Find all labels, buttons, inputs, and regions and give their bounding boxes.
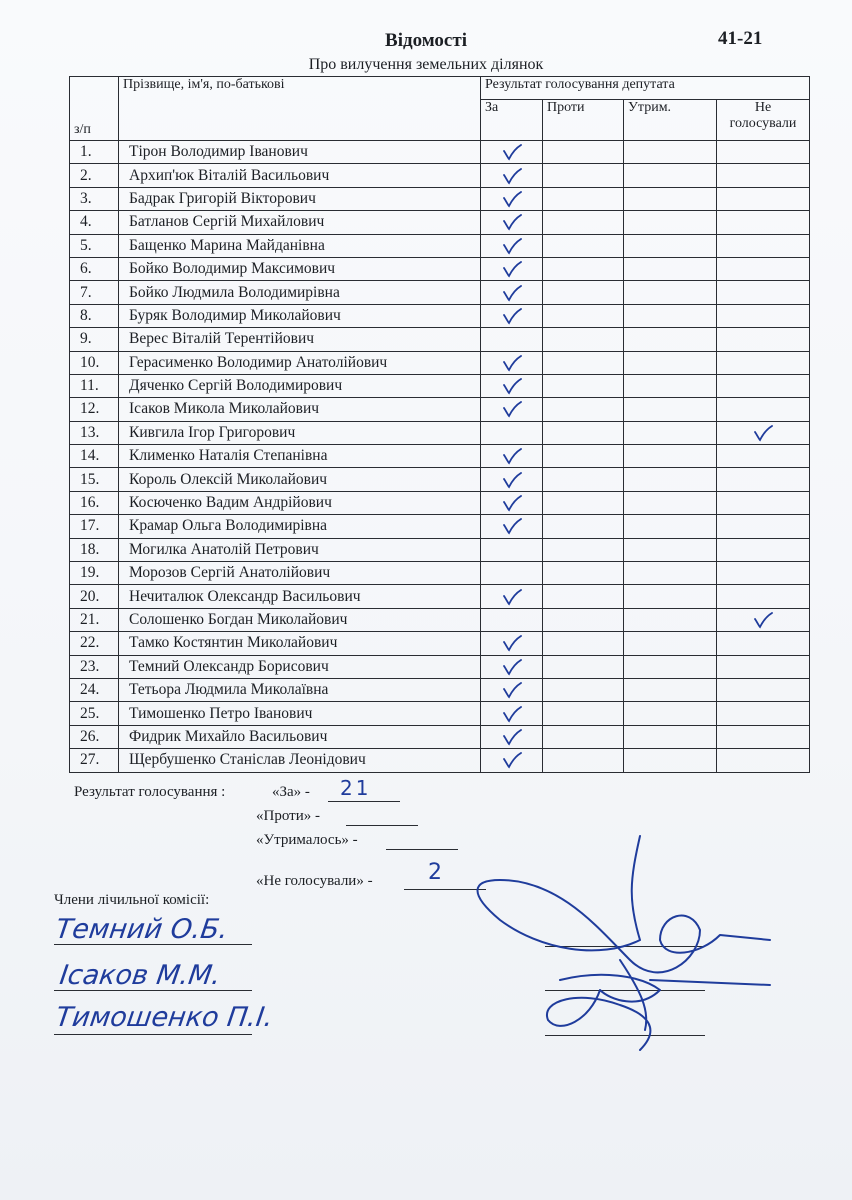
row-name: Архип'юк Віталій Васильович: [119, 164, 481, 187]
summary-abstain-label: «Утрималось» -: [256, 832, 358, 848]
row-name: Морозов Сергій Анатолійович: [119, 562, 481, 585]
signature-1: [478, 836, 771, 972]
row-number: 20.: [70, 585, 119, 608]
row-number: 18.: [70, 538, 119, 561]
row-name: Тірон Володимир Іванович: [119, 141, 481, 164]
document-subtitle: Про вилучення земельних ділянок: [308, 56, 544, 73]
row-number: 11.: [70, 374, 119, 397]
header-for: За: [481, 100, 543, 141]
row-number: 16.: [70, 491, 119, 514]
row-number: 27.: [70, 749, 119, 772]
row-number: 13.: [70, 421, 119, 444]
commission-member-3: Тимошенко П.І.: [53, 1002, 275, 1033]
row-name: Фидрик Михайло Васильович: [119, 725, 481, 748]
header-against: Проти: [543, 100, 624, 141]
row-name: Батланов Сергій Михайлович: [119, 211, 481, 234]
row-number: 25.: [70, 702, 119, 725]
row-number: 9.: [70, 328, 119, 351]
row-name: Ісаков Микола Миколайович: [119, 398, 481, 421]
row-name: Солошенко Богдан Миколайович: [119, 608, 481, 631]
summary-for-value: 21: [340, 776, 372, 800]
row-number: 4.: [70, 211, 119, 234]
row-name: Буряк Володимир Миколайович: [119, 304, 481, 327]
row-name: Бойко Володимир Максимович: [119, 257, 481, 280]
commission-member-2: Ісаков М.М.: [57, 960, 223, 991]
row-name: Косюченко Вадим Андрійович: [119, 491, 481, 514]
row-number: 7.: [70, 281, 119, 304]
row-name: Тамко Костянтин Миколайович: [119, 632, 481, 655]
row-number: 26.: [70, 725, 119, 748]
row-number: 21.: [70, 608, 119, 631]
row-name: Тетьора Людмила Миколаївна: [119, 678, 481, 701]
row-number: 17.: [70, 515, 119, 538]
header-number: з/п: [70, 77, 119, 141]
row-name: Бойко Людмила Володимирівна: [119, 281, 481, 304]
summary-for-label: «За» -: [272, 784, 310, 800]
row-number: 15.: [70, 468, 119, 491]
row-number: 19.: [70, 562, 119, 585]
row-name: Верес Віталій Терентійович: [119, 328, 481, 351]
row-name: Тимошенко Петро Іванович: [119, 702, 481, 725]
summary-label: Результат голосування :: [74, 784, 226, 800]
row-number: 2.: [70, 164, 119, 187]
row-number: 5.: [70, 234, 119, 257]
row-number: 12.: [70, 398, 119, 421]
commission-member-1: Темний О.Б.: [53, 914, 230, 945]
header-name: Прізвище, ім'я, по-батькові: [119, 77, 481, 141]
row-name: Бащенко Марина Майданівна: [119, 234, 481, 257]
row-name: Дяченко Сергій Володимирович: [119, 374, 481, 397]
row-name: Клименко Наталія Степанівна: [119, 445, 481, 468]
row-number: 22.: [70, 632, 119, 655]
row-number: 8.: [70, 304, 119, 327]
row-name: Кивгила Ігор Григорович: [119, 421, 481, 444]
row-name: Нечиталюк Олександр Васильович: [119, 585, 481, 608]
header-not-voted: Не голосували: [717, 100, 810, 141]
row-name: Крамар Ольга Володимирівна: [119, 515, 481, 538]
row-number: 23.: [70, 655, 119, 678]
row-name: Темний Олександр Борисович: [119, 655, 481, 678]
row-number: 3.: [70, 187, 119, 210]
document-title: Відомості: [385, 30, 467, 51]
header-abstain: Утрим.: [624, 100, 717, 141]
row-number: 6.: [70, 257, 119, 280]
row-name: Герасименко Володимир Анатолійович: [119, 351, 481, 374]
row-name: Король Олексій Миколайович: [119, 468, 481, 491]
row-number: 10.: [70, 351, 119, 374]
summary-not-voted-label: «Не голосували» -: [256, 873, 373, 889]
row-number: 24.: [70, 678, 119, 701]
row-name: Щербушенко Станіслав Леонідович: [119, 749, 481, 772]
header-result: Результат голосування депутата: [481, 77, 810, 100]
row-name: Бадрак Григорій Вікторович: [119, 187, 481, 210]
summary-against-label: «Проти» -: [256, 808, 320, 824]
summary-not-voted-value: 2: [428, 860, 442, 885]
signature-2: [547, 960, 770, 1050]
row-number: 1.: [70, 141, 119, 164]
row-number: 14.: [70, 445, 119, 468]
document-number: 41-21: [718, 28, 763, 49]
commission-label: Члени лічильної комісії:: [54, 892, 210, 908]
row-name: Могилка Анатолій Петрович: [119, 538, 481, 561]
